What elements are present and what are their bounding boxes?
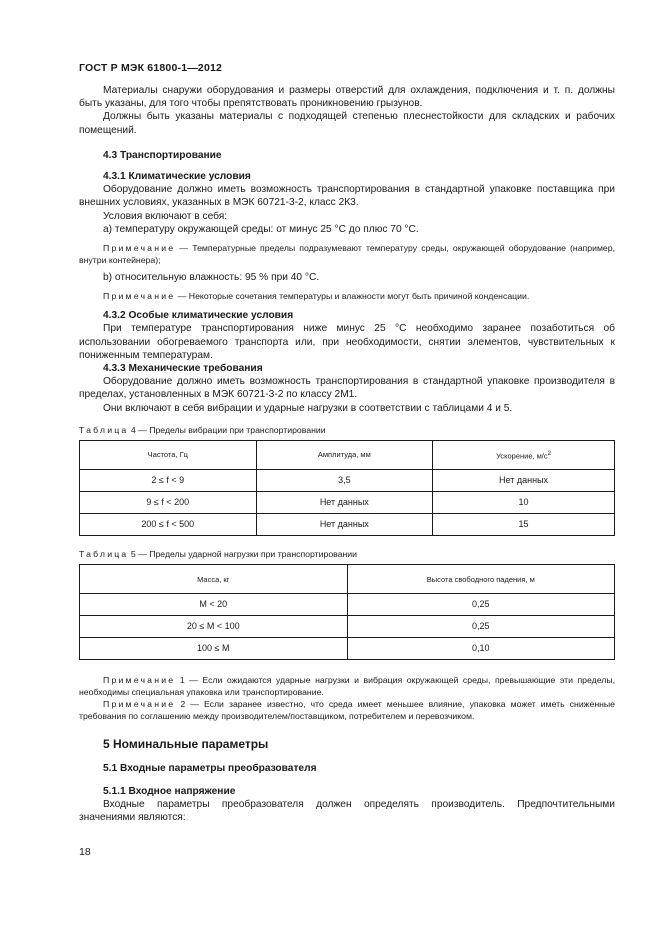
document-header: ГОСТ Р МЭК 61800-1—2012 [79,62,223,74]
table-cell: 9 ≤ f < 200 [80,492,257,514]
note-label: Примечание [103,291,176,302]
table-header-cell: Высота свободного падения, м [347,565,615,594]
table-cell: 0,25 [347,616,615,638]
heading-4-3: 4.3 Транспортирование [103,149,222,161]
table-header-row [80,565,615,594]
list-item: a) температуру окружающей среды: от минус 25 °С до плюс 70 °С. [103,223,419,235]
table-header-row [80,441,615,470]
table-cell: 20 ≤ M < 100 [80,616,348,638]
table-5 [79,564,615,660]
note [79,242,615,266]
note [79,290,615,302]
note-text: 1 — Если ожидаются ударные нагрузки и вибрация окружающей среды, превышающие эти пределы, необходимы специальная упаковка или транспортирование. [79,675,615,698]
table-row [80,470,615,492]
table-cell: M < 20 [80,594,348,616]
table-cell: 2 ≤ f < 9 [80,470,257,492]
table-4-caption [79,424,615,437]
table-header-cell: Амплитуда, мм [256,441,433,470]
table-4 [79,440,615,536]
paragraph: Входные параметры преобразователя должен определять производитель. Предпочтительными значениями являются: [79,798,615,824]
table-cell: 0,25 [347,594,615,616]
paragraph: При температуре транспортирования ниже минус 25 °С необходимо заранее позаботиться об использовании обогреваемого транспорта или, при необходимости, снятии элементов, чувствительных к пониженным температурам. [79,323,615,361]
heading-4-3-1: 4.3.1 Климатические условия [103,171,251,183]
caption-label: Таблица [79,424,129,435]
table-header-cell: Масса, кг [80,565,348,594]
note-label: Примечание [103,675,176,686]
table-cell: Нет данных [256,492,433,514]
page-content [79,84,615,824]
table-cell: 100 ≤ M [80,638,348,660]
table-row [80,594,615,616]
table-cell: 15 [433,514,615,536]
table-cell: 0,10 [347,638,615,660]
heading-5-1-1: 5.1.1 Входное напряжение [103,785,236,797]
note-label: Примечание [103,699,176,710]
section-heading-5: 5 Номинальные параметры [103,737,269,752]
page-number: 18 [79,846,91,858]
paragraph: Оборудование должно иметь возможность транспортирования в стандартной упаковке поставщика при внешних условиях, указанных в МЭК 60721-3-2, класс 2К3. [79,184,615,209]
table-cell: 3,5 [256,470,433,492]
note [79,698,615,722]
superscript: 2 [547,450,551,457]
note-text: 2 — Если заранее известно, что среда имеет меньшее влияние, упаковка может иметь сниженные требования по соглашению между производителем/поставщиком, потребителем и перевозчиком. [79,699,615,722]
table-cell: 10 [433,492,615,514]
table-5-caption [79,548,615,561]
table-row [80,638,615,660]
table-cell: 200 ≤ f < 500 [80,514,257,536]
paragraph: Должны быть указаны материалы с подходящей степенью плеснестойкости для складских и рабочих помещений. [79,111,615,136]
table-row [80,616,615,638]
list-item: b) относительную влажность: 95 % при 40 °С. [103,272,320,284]
table-header-cell: Частота, Гц [80,441,257,470]
heading-4-3-3: 4.3.3 Механические требования [103,363,263,375]
caption-label: Таблица [79,549,129,560]
caption-text: 5 — Пределы ударной нагрузки при транспортировании [128,549,358,560]
paragraph: Условия включают в себя: [103,210,228,222]
table-row [80,514,615,536]
heading-4-3-2: 4.3.2 Особые климатические условия [103,310,294,322]
note-text: — Некоторые сочетания температуры и влажности могут быть причиной конденсации. [175,291,530,302]
paragraph: Оборудование должно иметь возможность транспортирования в стандартной упаковке производителя в пределах, установленных в МЭК 60721-3-2 по классу 2М1. [79,376,615,401]
note [79,674,615,698]
note-text: — Температурные пределы подразумевают температуру среды, окружающей оборудование (например, внутри контейнера); [79,243,615,266]
note-label: Примечание [103,243,176,254]
table-cell: Нет данных [256,514,433,536]
table-header-cell [433,441,615,470]
caption-text: 4 — Пределы вибрации при транспортировании [128,424,326,435]
paragraph: Они включают в себя вибрации и ударные нагрузки в соответствии с таблицами 4 и 5. [103,402,513,414]
heading-5-1: 5.1 Входные параметры преобразователя [103,763,317,775]
table-cell: Нет данных [433,470,615,492]
table-row [80,492,615,514]
paragraph: Материалы снаружи оборудования и размеры отверстий для охлаждения, подключения и т. п. должны быть указаны, для того чтобы препятствовать проникновению грызунов. [79,85,615,110]
header-text: Ускорение, м/с [496,451,548,461]
